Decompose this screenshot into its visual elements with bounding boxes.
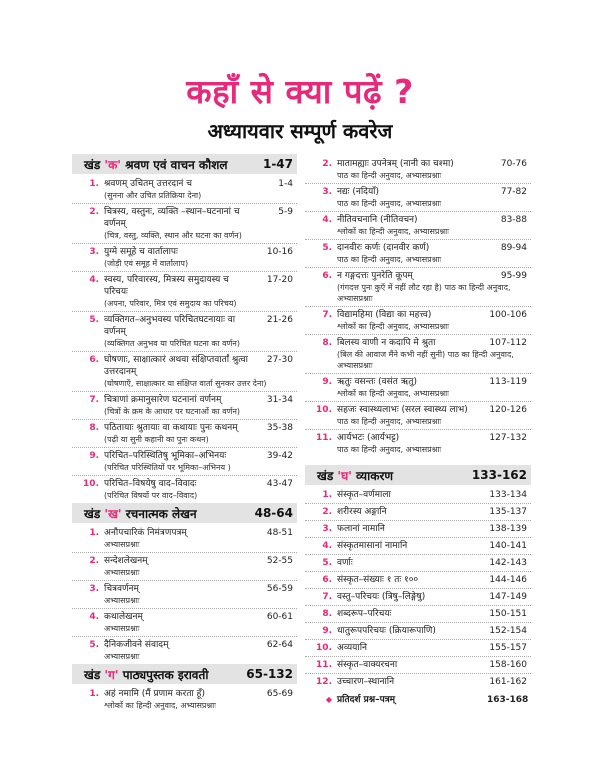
chapter-pages: 77-82 bbox=[500, 187, 527, 197]
section-prefix: खंड bbox=[317, 468, 338, 483]
chapter-line bbox=[305, 376, 527, 388]
chapter-entry[interactable] bbox=[72, 272, 297, 312]
chapter-title: युग्मे समूहे च वार्तालापः bbox=[104, 247, 178, 257]
chapter-title: न गङ्गदत्तः पुनरेति कूपम् bbox=[337, 271, 413, 281]
chapter-subtitle: (व्यक्तिगत अनुभव या परिचित घटना का वर्णन) bbox=[104, 339, 240, 348]
chapter-number: 7. bbox=[322, 310, 332, 320]
chapter-line bbox=[72, 611, 293, 623]
chapter-number: 3. bbox=[89, 247, 99, 257]
chapter-line bbox=[305, 404, 527, 416]
chapter-list bbox=[72, 523, 297, 664]
chapter-entry[interactable] bbox=[305, 589, 531, 606]
page-subtitle: अध्यायवार सम्पूर्ण कवरेज bbox=[207, 119, 393, 143]
chapter-title: संस्कृत–वर्णमाला bbox=[337, 490, 391, 500]
chapter-pages: 158-160 bbox=[489, 660, 527, 670]
chapter-line bbox=[305, 214, 527, 226]
chapter-line bbox=[305, 506, 527, 518]
chapter-subtitle: (जोड़ी एवं समूह में वार्तालाप) bbox=[104, 259, 189, 268]
chapter-pages: 21-26 bbox=[266, 315, 293, 325]
chapter-title: नद्यः (नदियाँ) bbox=[337, 187, 380, 197]
chapter-pages: 39-42 bbox=[266, 451, 293, 461]
chapter-title: घोषणाः, साक्षात्कारं अथवा संक्षिप्तवार्तां श्रुत्वा उत्तरदानम् bbox=[104, 355, 248, 377]
chapter-line bbox=[305, 337, 527, 349]
chapter-line bbox=[72, 178, 293, 190]
section-key: 'घ' bbox=[337, 468, 352, 483]
chapter-line bbox=[72, 274, 293, 298]
chapter-list bbox=[72, 684, 297, 713]
chapter-line bbox=[72, 527, 293, 539]
chapter-number: 5. bbox=[89, 315, 99, 325]
chapter-title: संस्कृत–वाक्यरचना bbox=[337, 660, 398, 670]
chapter-entry[interactable] bbox=[72, 476, 297, 503]
chapter-number: 12. bbox=[316, 677, 332, 687]
chapter-title: सन्देशलेखनम् bbox=[104, 556, 148, 566]
chapter-line bbox=[305, 591, 527, 603]
chapter-pages: 62-64 bbox=[266, 640, 293, 650]
chapter-line bbox=[72, 688, 293, 700]
chapter-title: नीतिवचनानि (नीतिवचन) bbox=[337, 215, 418, 225]
chapter-number: 3. bbox=[322, 524, 332, 534]
chapter-subtitle: (परिचित विषयों पर वाद–विवाद) bbox=[104, 491, 198, 500]
section-prefix: खंड bbox=[84, 667, 105, 682]
contents-left-column bbox=[72, 154, 297, 713]
chapter-number: 6. bbox=[89, 355, 99, 365]
chapter-pages: 150-151 bbox=[489, 609, 527, 619]
chapter-subtitle: (बिल की आवाज मैंने कभी नहीं सुनी) पाठ का हिन्दी अनुवाद, अभ्यासप्रश्नाः bbox=[337, 350, 514, 370]
chapter-entry[interactable] bbox=[305, 402, 531, 430]
spacer bbox=[305, 457, 531, 465]
section-key: 'क' bbox=[104, 157, 121, 172]
chapter-pages: 89-94 bbox=[500, 243, 527, 253]
chapter-entry[interactable] bbox=[305, 156, 531, 184]
chapter-subtitle: (घोषणाएँ, साक्षात्कार या संक्षिप्त वार्ता सुनकर उत्तर देना) bbox=[104, 379, 267, 388]
chapter-list bbox=[72, 174, 297, 503]
chapter-title: धातुरूपपरिचयः (क्रियारूपाणि) bbox=[337, 626, 436, 636]
chapter-title: चित्रस्य, वस्तुनः, व्यक्ति –स्थान–घटनानां च वर्णनम् bbox=[104, 207, 240, 229]
chapter-line bbox=[305, 523, 527, 535]
chapter-line bbox=[305, 540, 527, 552]
chapter-entry[interactable] bbox=[305, 487, 531, 504]
chapter-number: 8. bbox=[322, 338, 332, 348]
chapter-pages: 10-16 bbox=[266, 247, 293, 257]
section-title: रचनात्मक लेखन bbox=[121, 506, 197, 521]
chapter-title: अव्ययानि bbox=[337, 643, 368, 653]
chapter-number: 3. bbox=[322, 187, 332, 197]
chapter-number: 1. bbox=[322, 490, 332, 500]
chapter-entry[interactable] bbox=[72, 204, 297, 244]
chapter-line bbox=[305, 557, 527, 569]
chapter-entry[interactable] bbox=[72, 176, 297, 204]
section-heading bbox=[72, 154, 297, 174]
chapter-line bbox=[305, 625, 527, 637]
chapter-number: 4. bbox=[322, 541, 332, 551]
chapter-line bbox=[305, 676, 527, 688]
chapter-number: 6. bbox=[322, 271, 332, 281]
chapter-title: अहं नमामि (मैं प्रणाम करता हूँ) bbox=[104, 689, 205, 699]
chapter-number: 4. bbox=[322, 215, 332, 225]
chapter-subtitle: पाठ का हिन्दी अनुवाद, अभ्यासप्रश्नाः bbox=[337, 255, 442, 264]
bullet-icon: ◆ bbox=[325, 695, 332, 704]
section-prefix: खंड bbox=[84, 506, 105, 521]
chapter-number: 9. bbox=[322, 377, 332, 387]
chapter-subtitle: (चित्र, वस्तु, व्यक्ति, स्थान और घटना का वर्णन) bbox=[104, 231, 242, 240]
chapter-title: फलानां नामानि bbox=[337, 524, 385, 534]
chapter-entry[interactable] bbox=[305, 430, 531, 457]
chapter-line bbox=[305, 432, 527, 444]
chapter-number: 11. bbox=[316, 433, 332, 443]
chapter-line bbox=[305, 309, 527, 321]
chapter-number: 1. bbox=[89, 528, 99, 538]
section-heading-label bbox=[317, 467, 472, 484]
chapter-pages: 5-9 bbox=[278, 207, 293, 217]
chapter-pages: 155-157 bbox=[489, 643, 527, 653]
chapter-subtitle: (पढ़ी या सुनी कहानी का पुनः कथन) bbox=[104, 435, 209, 444]
chapter-pages: 52-55 bbox=[266, 556, 293, 566]
chapter-line bbox=[72, 478, 293, 490]
chapter-line bbox=[72, 354, 293, 378]
chapter-entry[interactable] bbox=[305, 374, 531, 402]
chapter-number: 7. bbox=[89, 395, 99, 405]
chapter-pages: 1-4 bbox=[278, 179, 293, 189]
section-key: 'ख' bbox=[104, 506, 122, 521]
chapter-title: श्रवणम् उचितम् उत्तरदानं च bbox=[104, 179, 192, 189]
chapter-subtitle: (चित्रों के क्रम के आधार पर घटनाओं का वर्णन) bbox=[104, 407, 241, 416]
chapter-line bbox=[72, 206, 293, 230]
chapter-subtitle: श्लोकों का हिन्दी अनुवाद, अभ्यासप्रश्नाः bbox=[337, 322, 449, 331]
section-heading-label bbox=[84, 505, 255, 522]
chapter-entry[interactable] bbox=[72, 312, 297, 352]
chapter-subtitle: अभ्यासप्रश्नाः bbox=[104, 596, 140, 605]
section-title: श्रवण एवं वाचन कौशल bbox=[121, 157, 228, 172]
chapter-number: 1. bbox=[89, 689, 99, 699]
chapter-pages: 120-126 bbox=[489, 405, 527, 415]
chapter-entry[interactable] bbox=[305, 307, 531, 335]
chapter-title: आर्यभटः (आर्यभट्ट) bbox=[337, 433, 400, 443]
chapter-list bbox=[305, 485, 531, 690]
chapter-title: संस्कृतमासानां नामानि bbox=[337, 541, 408, 551]
chapter-subtitle: पाठ का हिन्दी अनुवाद, अभ्यासप्रश्नाः bbox=[337, 445, 442, 454]
chapter-line bbox=[72, 639, 293, 651]
chapter-pages: 107-112 bbox=[489, 338, 527, 348]
chapter-pages: 31-34 bbox=[266, 395, 293, 405]
chapter-number: 2. bbox=[322, 507, 332, 517]
chapter-entry[interactable] bbox=[305, 572, 531, 589]
chapter-line bbox=[72, 583, 293, 595]
chapter-title: कथालेखनम् bbox=[104, 612, 143, 622]
chapter-pages: 60-61 bbox=[266, 612, 293, 622]
chapter-entry[interactable] bbox=[72, 420, 297, 448]
chapter-entry[interactable] bbox=[305, 212, 531, 240]
section-heading bbox=[305, 465, 531, 485]
chapter-number: 5. bbox=[322, 243, 332, 253]
chapter-entry[interactable] bbox=[305, 674, 531, 690]
chapter-subtitle: अभ्यासप्रश्नाः bbox=[104, 540, 140, 549]
section-heading bbox=[72, 664, 297, 684]
chapter-subtitle: (अपना, परिवार, मित्र एवं समुदाय का परिचय) bbox=[104, 299, 237, 308]
chapter-subtitle: अभ्यासप्रश्नाः bbox=[104, 624, 140, 633]
chapter-title: शब्दरूप–परिचयः bbox=[337, 609, 392, 619]
chapter-entry[interactable] bbox=[72, 525, 297, 553]
chapter-pages: 152-154 bbox=[489, 626, 527, 636]
chapter-entry[interactable] bbox=[305, 184, 531, 212]
chapter-title: परिचित–परिस्थितिषु भूमिका–अभिनयः bbox=[104, 451, 227, 461]
chapter-entry[interactable] bbox=[72, 686, 297, 713]
chapter-subtitle: (सुनना और उचित प्रतिक्रिया देना) bbox=[104, 191, 202, 200]
section-heading-label bbox=[84, 666, 246, 683]
chapter-pages: 140-141 bbox=[489, 541, 527, 551]
chapter-number: 10. bbox=[316, 405, 332, 415]
chapter-number: 2. bbox=[89, 207, 99, 217]
chapter-subtitle: श्लोकों का हिन्दी अनुवाद, अभ्यासप्रश्नाः bbox=[104, 701, 216, 710]
chapter-line bbox=[305, 158, 527, 170]
chapter-subtitle: पाठ का हिन्दी अनुवाद, अभ्यासप्रश्नाः bbox=[337, 171, 442, 180]
chapter-title: दैनिकजीवने संवादम् bbox=[104, 640, 169, 650]
chapter-subtitle: अभ्यासप्रश्नाः bbox=[104, 568, 140, 577]
chapter-pages: 142-143 bbox=[489, 558, 527, 568]
chapter-entry[interactable] bbox=[305, 240, 531, 268]
chapter-number: 10. bbox=[83, 479, 99, 489]
chapter-entry[interactable] bbox=[305, 606, 531, 623]
chapter-title: वस्तु–परिचयः (त्रिषु–लिङ्गेषु) bbox=[337, 592, 426, 602]
chapter-entry[interactable] bbox=[72, 244, 297, 272]
chapter-entry[interactable] bbox=[72, 637, 297, 664]
chapter-title: बिलस्य वाणी न कदापि मे श्रुता bbox=[337, 338, 436, 348]
section-page-range: 1-47 bbox=[262, 157, 293, 171]
chapter-pages: 65-69 bbox=[266, 689, 293, 699]
chapter-title: अनौपचारिकं निमंत्रणपत्रम् bbox=[104, 528, 187, 538]
chapter-title: परिचित–विषयेषु वाद–विवादः bbox=[104, 479, 197, 489]
chapter-list bbox=[305, 154, 531, 457]
chapter-line bbox=[72, 394, 293, 406]
section-page-range: 133-162 bbox=[471, 468, 527, 482]
chapter-line bbox=[72, 246, 293, 258]
chapter-number: 2. bbox=[322, 159, 332, 169]
chapter-title: शरीरस्य अङ्गानि bbox=[337, 507, 387, 517]
section-heading-label bbox=[84, 156, 263, 173]
chapter-number: 10. bbox=[316, 643, 332, 653]
chapter-number: 11. bbox=[316, 660, 332, 670]
chapter-title: वर्णाः bbox=[337, 558, 353, 568]
chapter-entry[interactable] bbox=[72, 581, 297, 609]
chapter-subtitle: श्लोकों का हिन्दी अनुवाद, अभ्यासप्रश्नाः bbox=[337, 227, 449, 236]
chapter-number: 5. bbox=[322, 558, 332, 568]
chapter-title: संस्कृत–संख्याः १ तः १०० bbox=[337, 575, 419, 585]
chapter-entry[interactable] bbox=[72, 392, 297, 420]
chapter-number: 8. bbox=[322, 609, 332, 619]
chapter-number: 9. bbox=[322, 626, 332, 636]
chapter-pages: 17-20 bbox=[266, 275, 293, 285]
chapter-number: 7. bbox=[322, 592, 332, 602]
chapter-entry[interactable] bbox=[72, 609, 297, 637]
chapter-pages: 35-38 bbox=[266, 423, 293, 433]
chapter-title: पठितायाः श्रुतायाः वा कथायाः पुनः कथनम् bbox=[104, 423, 238, 433]
chapter-line bbox=[72, 450, 293, 462]
chapter-line bbox=[305, 659, 527, 671]
chapter-number: 4. bbox=[89, 612, 99, 622]
sample-paper-list bbox=[305, 690, 531, 708]
chapter-line bbox=[305, 270, 527, 282]
chapter-title: सहजः स्वास्थ्यलाभः (सरल स्वास्थ्य लाभ) bbox=[337, 405, 468, 415]
section-key: 'ग' bbox=[104, 667, 119, 682]
chapter-line bbox=[305, 608, 527, 620]
chapter-line bbox=[72, 314, 293, 338]
chapter-line bbox=[305, 489, 527, 501]
section-heading bbox=[72, 503, 297, 523]
chapter-pages: 147-149 bbox=[489, 592, 527, 602]
chapter-subtitle: पाठ का हिन्दी अनुवाद, अभ्यासप्रश्नाः bbox=[337, 417, 442, 426]
chapter-pages: 135-137 bbox=[489, 507, 527, 517]
chapter-number: 6. bbox=[322, 575, 332, 585]
chapter-subtitle: अभ्यासप्रश्नाः bbox=[104, 652, 140, 661]
chapter-pages: 144-146 bbox=[489, 575, 527, 585]
page-title: कहाँ से क्या पढ़ें ? bbox=[186, 72, 414, 111]
chapter-number: 3. bbox=[89, 584, 99, 594]
chapter-pages: 100-106 bbox=[489, 310, 527, 320]
section-prefix: खंड bbox=[84, 157, 105, 172]
chapter-line bbox=[305, 242, 527, 254]
sample-paper-pages: 163-168 bbox=[487, 695, 529, 705]
chapter-pages: 113-119 bbox=[489, 377, 527, 387]
chapter-entry[interactable] bbox=[305, 640, 531, 657]
chapter-line bbox=[72, 555, 293, 567]
chapter-pages: 27-30 bbox=[266, 355, 293, 365]
chapter-number: 5. bbox=[89, 640, 99, 650]
chapter-pages: 83-88 bbox=[500, 215, 527, 225]
chapter-title: उच्चारण–स्थानानि bbox=[337, 677, 395, 687]
chapter-line bbox=[72, 422, 293, 434]
chapter-entry[interactable] bbox=[72, 352, 297, 392]
chapter-entry[interactable] bbox=[72, 448, 297, 476]
chapter-subtitle: पाठ का हिन्दी अनुवाद, अभ्यासप्रश्नाः bbox=[337, 199, 442, 208]
chapter-title: विद्यामहिमा (विद्या का महत्त्व) bbox=[337, 310, 432, 320]
chapter-pages: 43-47 bbox=[266, 479, 293, 489]
chapter-title: चित्राणां क्रमानुसारेण घटनानां वर्णनम् bbox=[104, 395, 222, 405]
chapter-line bbox=[305, 186, 527, 198]
chapter-subtitle: श्लोकों का हिन्दी अनुवाद, अभ्यासप्रश्नाः bbox=[337, 389, 449, 398]
section-page-range: 65-132 bbox=[246, 667, 293, 681]
chapter-pages: 70-76 bbox=[500, 159, 527, 169]
chapter-line bbox=[305, 574, 527, 586]
chapter-subtitle: (परिचित परिस्थितियों पर भूमिका–अभिनय ) bbox=[104, 463, 231, 472]
chapter-title: मातामह्याः उपनेत्रम् (नानी का चश्मा) bbox=[337, 159, 454, 169]
chapter-pages: 138-139 bbox=[489, 524, 527, 534]
chapter-entry[interactable] bbox=[305, 538, 531, 555]
chapter-entry[interactable] bbox=[305, 623, 531, 640]
chapter-pages: 161-162 bbox=[489, 677, 527, 687]
chapter-pages: 133-134 bbox=[489, 490, 527, 500]
chapter-pages: 127-132 bbox=[489, 433, 527, 443]
sample-paper-line bbox=[305, 694, 527, 706]
section-title: व्याकरण bbox=[351, 468, 394, 483]
chapter-pages: 95-99 bbox=[500, 271, 527, 281]
chapter-entry[interactable] bbox=[305, 555, 531, 572]
contents-right-column bbox=[305, 154, 531, 708]
chapter-subtitle: (गंगदत्त पुनः कुएँ में नहीं लौट रहा है) पाठ का हिन्दी अनुवाद, अभ्यासप्रश्नाः bbox=[337, 283, 511, 303]
chapter-number: 1. bbox=[89, 179, 99, 189]
sample-paper-title: प्रतिदर्श प्रश्न–पत्रम् bbox=[337, 695, 396, 705]
chapter-entry[interactable] bbox=[305, 504, 531, 521]
chapter-title: ऋतुः वसन्तः (वसंत ऋतु) bbox=[337, 377, 418, 387]
chapter-pages: 56-59 bbox=[266, 584, 293, 594]
chapter-number: 8. bbox=[89, 423, 99, 433]
chapter-entry[interactable] bbox=[305, 657, 531, 674]
chapter-number: 4. bbox=[89, 275, 99, 285]
chapter-title: दानवीरः कर्णः (दानवीर कर्ण) bbox=[337, 243, 430, 253]
chapter-entry[interactable] bbox=[305, 335, 531, 374]
sample-paper-entry[interactable] bbox=[305, 692, 531, 708]
chapter-number: 9. bbox=[89, 451, 99, 461]
chapter-entry[interactable] bbox=[72, 553, 297, 581]
chapter-entry[interactable] bbox=[305, 268, 531, 307]
chapter-pages: 48-51 bbox=[266, 528, 293, 538]
chapter-title: चित्रवर्णनम् bbox=[104, 584, 139, 594]
chapter-number: 2. bbox=[89, 556, 99, 566]
chapter-entry[interactable] bbox=[305, 521, 531, 538]
chapter-title: व्यक्तिगत–अनुभवस्य परिचितघटनायाः वा वर्णनम् bbox=[104, 315, 236, 337]
section-title: पाठ्यपुस्तक इरावती bbox=[118, 667, 209, 682]
chapter-line bbox=[305, 642, 527, 654]
chapter-title: स्वस्य, परिवारस्य, मित्रस्य समुदायस्य च परिचयः bbox=[104, 275, 229, 297]
section-page-range: 48-64 bbox=[254, 506, 293, 520]
